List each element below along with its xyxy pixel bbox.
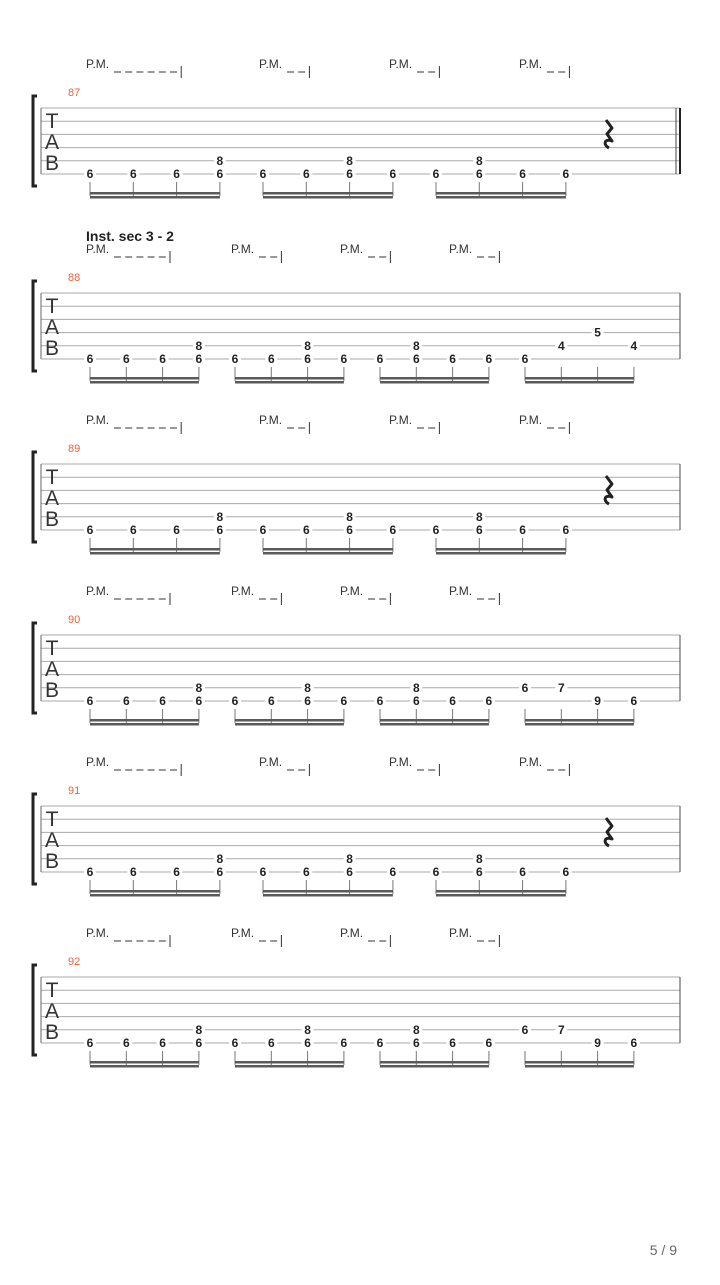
- beam-primary: [263, 890, 393, 893]
- fret-number: 6: [475, 523, 483, 537]
- tab-clef-letter: B: [44, 508, 60, 531]
- palm-mute-label: P.M.: [519, 413, 543, 427]
- palm-mute-label: P.M.: [389, 57, 413, 71]
- fret-number: 6: [129, 865, 137, 879]
- beam-primary: [90, 192, 220, 195]
- fret-number: 6: [267, 1036, 275, 1050]
- tab-clef-letter: B: [44, 1021, 60, 1044]
- palm-mute-label: P.M.: [259, 57, 283, 71]
- palm-mute-label: P.M.: [340, 926, 364, 940]
- fret-number: 6: [159, 1036, 166, 1050]
- beam-secondary: [436, 196, 566, 199]
- fret-number: 8: [475, 509, 483, 524]
- tab-clef-letter: A: [44, 316, 60, 339]
- fret-number: 8: [216, 851, 224, 866]
- fret-number: 8: [195, 680, 203, 695]
- fret-number: 6: [159, 352, 166, 366]
- fret-number: 8: [304, 1022, 311, 1037]
- beam-primary: [436, 548, 566, 551]
- fret-number: 4: [557, 338, 565, 353]
- fret-number: 6: [304, 352, 311, 366]
- fret-number: 6: [302, 523, 310, 537]
- beam-secondary: [90, 1065, 199, 1068]
- fret-number: 6: [412, 352, 420, 366]
- fret-number: 6: [304, 1036, 311, 1050]
- fret-number: 6: [302, 865, 310, 879]
- palm-mute-label: P.M.: [449, 926, 473, 940]
- palm-mute-label: P.M.: [340, 584, 364, 598]
- fret-number: 8: [412, 680, 420, 695]
- fret-number: 6: [449, 694, 456, 708]
- tab-clef-letter: T: [45, 466, 59, 489]
- fret-number: 6: [485, 694, 493, 708]
- fret-number: 6: [231, 352, 239, 366]
- beam-primary: [90, 719, 199, 722]
- palm-mute-label: P.M.: [86, 242, 110, 256]
- system-bracket: [33, 794, 37, 884]
- fret-number: 6: [86, 352, 94, 366]
- fret-number: 6: [173, 865, 180, 879]
- fret-number: 6: [259, 523, 267, 537]
- fret-number: 8: [346, 509, 353, 524]
- fret-number: 8: [304, 338, 311, 353]
- fret-number: 6: [216, 865, 224, 879]
- fret-number: 6: [231, 1036, 239, 1050]
- beam-secondary: [263, 894, 393, 897]
- fret-number: 6: [630, 1036, 638, 1050]
- beam-secondary: [380, 723, 489, 726]
- fret-number: 6: [376, 1036, 384, 1050]
- fret-number: 6: [259, 167, 267, 181]
- fret-number: 6: [129, 167, 137, 181]
- beam-primary: [90, 548, 220, 551]
- palm-mute-label: P.M.: [519, 755, 543, 769]
- palm-mute-label: P.M.: [86, 413, 110, 427]
- palm-mute-label: P.M.: [389, 413, 413, 427]
- beam-secondary: [90, 196, 220, 199]
- system-bracket: [33, 965, 37, 1055]
- fret-number: 6: [86, 523, 94, 537]
- fret-number: 8: [304, 680, 311, 695]
- tab-clef-letter: B: [44, 679, 60, 702]
- beam-secondary: [380, 381, 489, 384]
- beam-primary: [436, 890, 566, 893]
- beam-primary: [90, 890, 220, 893]
- system-bracket: [33, 452, 37, 542]
- fret-number: 6: [449, 352, 456, 366]
- fret-number: 6: [519, 167, 526, 181]
- beam-primary: [380, 719, 489, 722]
- fret-number: 8: [346, 851, 353, 866]
- fret-number: 6: [521, 352, 529, 366]
- fret-number: 6: [216, 523, 224, 537]
- beam-secondary: [263, 552, 393, 555]
- palm-mute-label: P.M.: [389, 755, 413, 769]
- fret-number: 6: [122, 1036, 130, 1050]
- beam-secondary: [525, 1065, 634, 1068]
- beam-primary: [525, 377, 634, 380]
- fret-number: 6: [195, 694, 203, 708]
- measure-number: 88: [68, 272, 81, 284]
- fret-number: 6: [195, 1036, 203, 1050]
- fret-number: 6: [376, 352, 384, 366]
- fret-number: 6: [519, 523, 526, 537]
- measure-number: 90: [68, 614, 81, 626]
- fret-number: 4: [630, 338, 638, 353]
- measure-number: 89: [68, 443, 81, 455]
- beam-primary: [380, 377, 489, 380]
- palm-mute-label: P.M.: [231, 584, 255, 598]
- fret-number: 6: [485, 352, 493, 366]
- fret-number: 6: [521, 680, 529, 695]
- tab-clef-letter: T: [45, 295, 59, 318]
- palm-mute-label: P.M.: [259, 755, 283, 769]
- fret-number: 6: [267, 694, 275, 708]
- fret-number: 7: [557, 1022, 565, 1037]
- beam-secondary: [90, 723, 199, 726]
- beam-primary: [525, 719, 634, 722]
- fret-number: 8: [216, 153, 224, 168]
- beam-secondary: [380, 1065, 489, 1068]
- palm-mute-label: P.M.: [231, 926, 255, 940]
- fret-number: 6: [122, 352, 130, 366]
- beam-primary: [436, 192, 566, 195]
- fret-number: 6: [519, 865, 526, 879]
- fret-number: 6: [432, 523, 440, 537]
- fret-number: 6: [485, 1036, 493, 1050]
- fret-number: 6: [346, 167, 353, 181]
- fret-number: 6: [346, 865, 353, 879]
- page-number: 5 / 9: [649, 1242, 677, 1258]
- tab-clef-letter: A: [44, 487, 60, 510]
- palm-mute-label: P.M.: [259, 413, 283, 427]
- beam-secondary: [525, 381, 634, 384]
- fret-number: 6: [475, 865, 483, 879]
- fret-number: 6: [449, 1036, 456, 1050]
- system-bracket: [33, 623, 37, 713]
- fret-number: 6: [173, 523, 180, 537]
- fret-number: 6: [346, 523, 353, 537]
- fret-number: 6: [173, 167, 180, 181]
- palm-mute-label: P.M.: [519, 57, 543, 71]
- beam-secondary: [90, 894, 220, 897]
- measure-number: 87: [68, 87, 81, 99]
- fret-number: 6: [562, 523, 570, 537]
- fret-number: 6: [389, 865, 397, 879]
- fret-number: 6: [412, 694, 420, 708]
- fret-number: 8: [475, 851, 483, 866]
- fret-number: 7: [557, 680, 565, 695]
- measure-number: 91: [68, 785, 81, 797]
- tab-clef-letter: B: [44, 152, 60, 175]
- tab-clef-letter: B: [44, 337, 60, 360]
- beam-primary: [263, 548, 393, 551]
- fret-number: 8: [195, 338, 203, 353]
- tab-clef-letter: A: [44, 658, 60, 681]
- palm-mute-label: P.M.: [86, 755, 110, 769]
- fret-number: 8: [216, 509, 224, 524]
- tab-clef-letter: T: [45, 808, 59, 831]
- fret-number: 6: [216, 167, 224, 181]
- measure-number: 92: [68, 956, 81, 968]
- tab-clef-letter: T: [45, 979, 59, 1002]
- fret-number: 6: [412, 1036, 420, 1050]
- fret-number: 6: [376, 694, 384, 708]
- fret-number: 6: [389, 167, 397, 181]
- palm-mute-label: P.M.: [449, 584, 473, 598]
- palm-mute-label: P.M.: [86, 584, 110, 598]
- beam-secondary: [235, 1065, 344, 1068]
- system-bracket: [33, 281, 37, 371]
- fret-number: 6: [86, 1036, 94, 1050]
- beam-secondary: [235, 723, 344, 726]
- beam-secondary: [235, 381, 344, 384]
- beam-primary: [90, 377, 199, 380]
- fret-number: 6: [475, 167, 483, 181]
- beam-secondary: [90, 552, 220, 555]
- palm-mute-label: P.M.: [86, 926, 110, 940]
- fret-number: 8: [412, 338, 420, 353]
- beam-secondary: [436, 552, 566, 555]
- fret-number: 6: [389, 523, 397, 537]
- palm-mute-label: P.M.: [340, 242, 364, 256]
- beam-secondary: [90, 381, 199, 384]
- fret-number: 6: [267, 352, 275, 366]
- fret-number: 6: [231, 694, 239, 708]
- beam-secondary: [436, 894, 566, 897]
- fret-number: 6: [562, 865, 570, 879]
- fret-number: 6: [195, 352, 203, 366]
- tab-clef-letter: B: [44, 850, 60, 873]
- beam-primary: [263, 192, 393, 195]
- palm-mute-label: P.M.: [231, 242, 255, 256]
- beam-primary: [235, 719, 344, 722]
- fret-number: 6: [86, 694, 94, 708]
- fret-number: 6: [340, 1036, 348, 1050]
- fret-number: 9: [594, 694, 601, 708]
- fret-number: 5: [594, 325, 601, 340]
- beam-primary: [525, 1061, 634, 1064]
- beam-secondary: [263, 196, 393, 199]
- fret-number: 6: [302, 167, 310, 181]
- fret-number: 8: [475, 153, 483, 168]
- fret-number: 6: [86, 167, 94, 181]
- fret-number: 6: [129, 523, 137, 537]
- system-bracket: [33, 96, 37, 186]
- fret-number: 6: [521, 1022, 529, 1037]
- fret-number: 6: [630, 694, 638, 708]
- fret-number: 8: [195, 1022, 203, 1037]
- beam-primary: [235, 1061, 344, 1064]
- beam-secondary: [525, 723, 634, 726]
- fret-number: 8: [346, 153, 353, 168]
- palm-mute-label: P.M.: [449, 242, 473, 256]
- fret-number: 6: [562, 167, 570, 181]
- beam-primary: [90, 1061, 199, 1064]
- tab-clef-letter: T: [45, 110, 59, 133]
- fret-number: 9: [594, 1036, 601, 1050]
- fret-number: 8: [412, 1022, 420, 1037]
- fret-number: 6: [259, 865, 267, 879]
- section-label: Inst. sec 3 - 2: [86, 228, 174, 244]
- fret-number: 6: [432, 167, 440, 181]
- fret-number: 6: [304, 694, 311, 708]
- tab-clef-letter: T: [45, 637, 59, 660]
- tab-clef-letter: A: [44, 131, 60, 154]
- beam-primary: [235, 377, 344, 380]
- palm-mute-label: P.M.: [86, 57, 110, 71]
- fret-number: 6: [432, 865, 440, 879]
- fret-number: 6: [159, 694, 166, 708]
- tab-clef-letter: A: [44, 829, 60, 852]
- fret-number: 6: [122, 694, 130, 708]
- fret-number: 6: [86, 865, 94, 879]
- fret-number: 6: [340, 352, 348, 366]
- beam-primary: [380, 1061, 489, 1064]
- tab-clef-letter: A: [44, 1000, 60, 1023]
- fret-number: 6: [340, 694, 348, 708]
